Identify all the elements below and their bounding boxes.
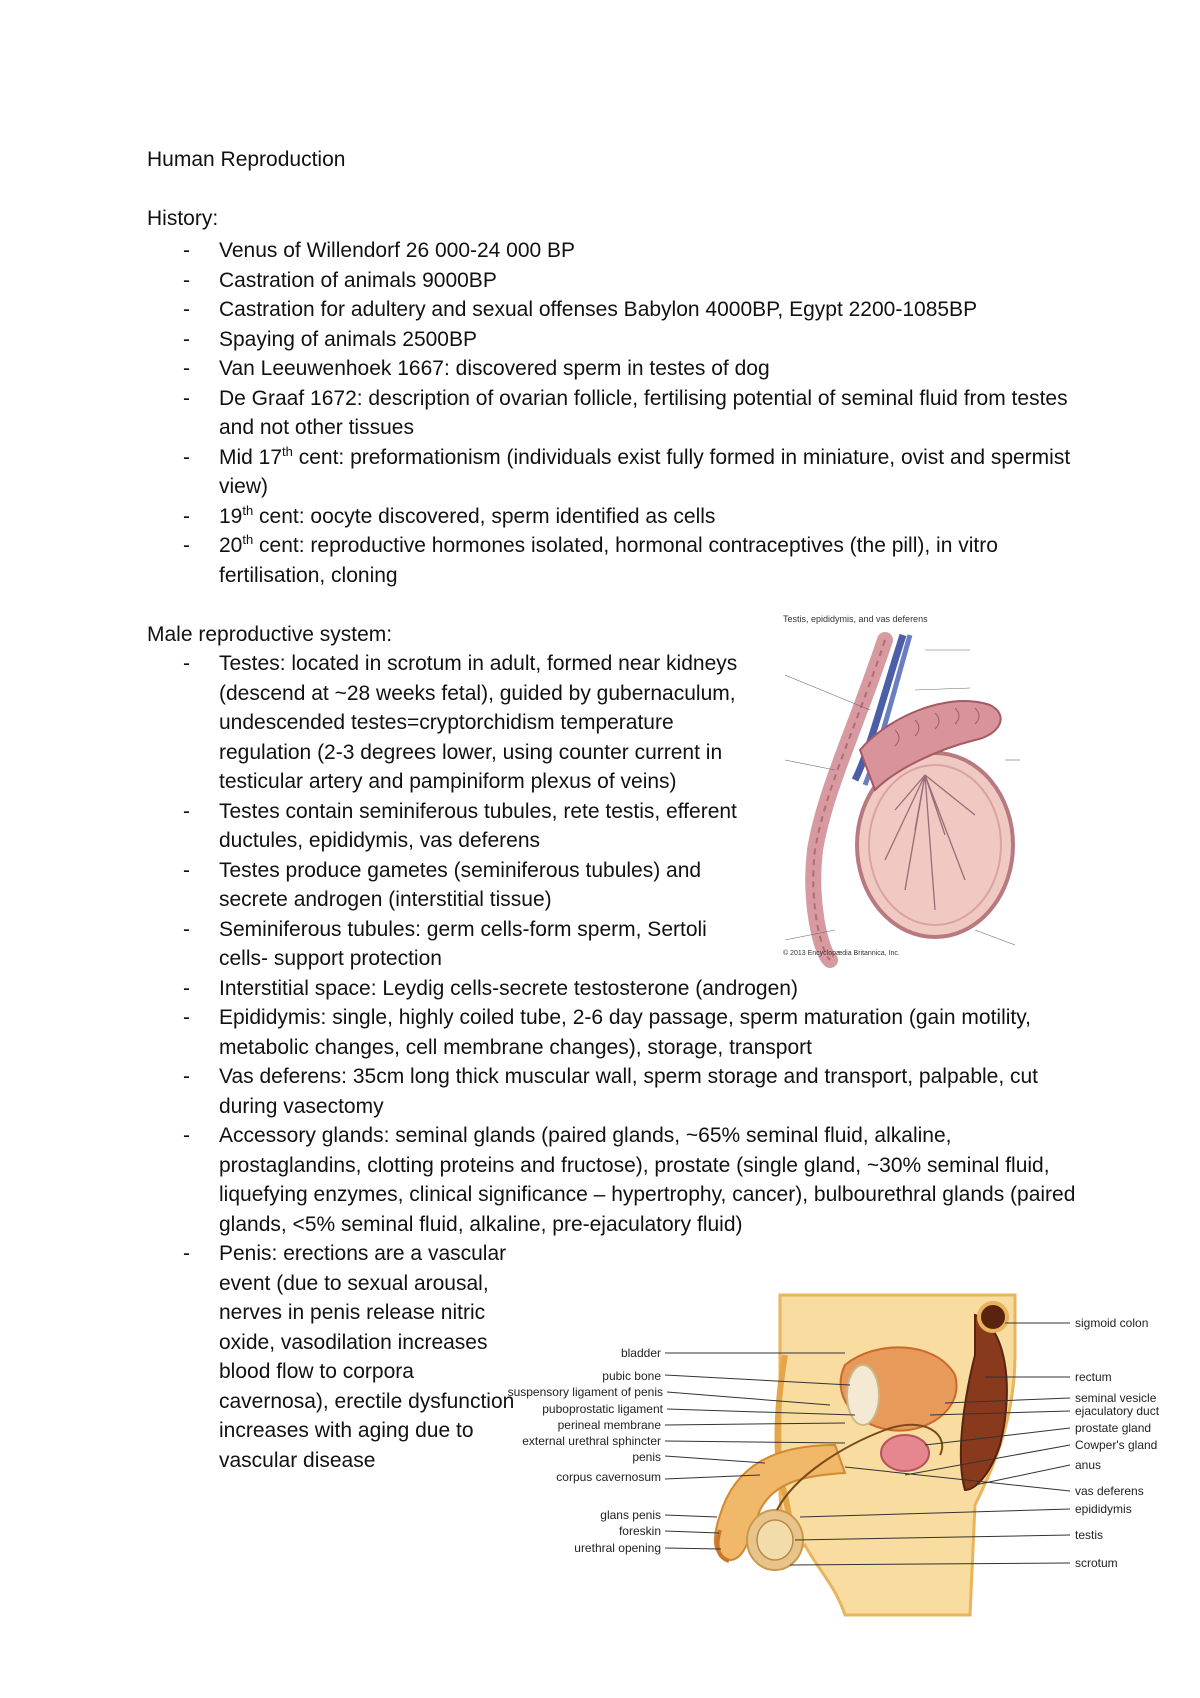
- list-item: - Testes: located in scrotum in adult, formed near kidneys (descend at ~28 weeks fetal), guided by gubernaculum, undescended testes=cryptorchidism temperature regulation (2-3 degrees lower, using counter current in testicular artery and pampiniform plexus of veins): [181, 649, 739, 797]
- list-item: - Testes contain seminiferous tubules, rete testis, efferent ductules, epididymis, vas deferens: [181, 797, 739, 856]
- label-right: ejaculatory duct: [1075, 1404, 1160, 1418]
- label-left: corpus cavernosum: [556, 1470, 661, 1484]
- label-left: foreskin: [618, 1524, 661, 1538]
- list-item: - Penis: erections are a vascular event (due to sexual arousal, nerves in penis release nitric oxide, vasodilation increases blood flow to corpora cavernosa), erectile dysfunction increases with aging due to vascular disease: [181, 1239, 519, 1475]
- label-right: sigmoid colon: [1075, 1316, 1149, 1330]
- label-left: puboprostatic ligament: [542, 1402, 663, 1416]
- list-item: - Testes produce gametes (seminiferous tubules) and secrete androgen (interstitial tissue): [181, 856, 739, 915]
- label-left: penis: [632, 1450, 661, 1464]
- list-item: - Castration for adultery and sexual offenses Babylon 4000BP, Egypt 2200-1085BP: [181, 295, 1081, 325]
- testis-illustration: [775, 610, 1045, 985]
- list-item: - 20th cent: reproductive hormones isolated, hormonal contraceptives (the pill), in vitro fertilisation, cloning: [181, 531, 1081, 590]
- history-list: [181, 236, 1081, 590]
- label-left: external urethral sphincter: [522, 1434, 661, 1448]
- label-left: pubic bone: [602, 1369, 661, 1383]
- label-right: testis: [1075, 1528, 1104, 1542]
- label-left: bladder: [620, 1346, 661, 1360]
- label-right: epididymis: [1075, 1502, 1132, 1516]
- label-right: prostate gland: [1075, 1421, 1152, 1435]
- label-right: anus: [1075, 1458, 1102, 1472]
- list-item: - Seminiferous tubules: germ cells-form sperm, Sertoli cells- support protection: [181, 915, 739, 974]
- page-title: Human Reproduction: [147, 148, 346, 171]
- history-heading: History:: [147, 207, 219, 230]
- list-item: - Mid 17th cent: preformationism (individuals exist fully formed in miniature, ovist and spermist view): [181, 443, 1081, 502]
- list-item: - Interstitial space: Leydig cells-secrete testosterone (androgen): [181, 974, 1081, 1004]
- label-left: urethral opening: [574, 1541, 661, 1555]
- figure-copyright: © 2013 Encyclopædia Britannica, Inc.: [783, 950, 900, 957]
- list-item: - Venus of Willendorf 26 000-24 000 BP: [181, 236, 1081, 266]
- list-item: - Accessory glands: seminal glands (paired glands, ~65% seminal fluid, alkaline, prostaglandins, clotting proteins and fructose), prostate (single gland, ~30% seminal fluid, liquefying enzymes, clinical significance – hypertrophy, cancer), bulbourethral glands (paired glands, <5% seminal fluid, alkaline, pre-ejaculatory fluid): [181, 1121, 1081, 1239]
- figure-title: Testis, epididymis, and vas deferens: [783, 614, 928, 624]
- label-left: perineal membrane: [557, 1418, 661, 1432]
- label-right: scrotum: [1075, 1556, 1118, 1570]
- male-heading: Male reproductive system:: [147, 623, 393, 646]
- list-item: - Epididymis: single, highly coiled tube, 2-6 day passage, sperm maturation (gain motility, metabolic changes, cell membrane changes), storage, transport: [181, 1003, 1081, 1062]
- list-item: - 19th cent: oocyte discovered, sperm identified as cells: [181, 502, 1081, 532]
- list-item: - De Graaf 1672: description of ovarian follicle, fertilising potential of seminal fluid from testes and not other tissues: [181, 384, 1081, 443]
- label-right: vas deferens: [1075, 1484, 1144, 1498]
- list-item: - Van Leeuwenhoek 1667: discovered sperm in testes of dog: [181, 354, 1081, 384]
- label-left: glans penis: [600, 1508, 661, 1522]
- label-left: suspensory ligament of penis: [507, 1385, 663, 1399]
- list-item: - Spaying of animals 2500BP: [181, 325, 1081, 355]
- pelvis-illustration: [507, 1295, 1175, 1615]
- list-item: - Castration of animals 9000BP: [181, 266, 1081, 296]
- label-right: Cowper's gland: [1075, 1438, 1158, 1452]
- label-right: seminal vesicle: [1075, 1391, 1157, 1405]
- label-right: rectum: [1075, 1370, 1112, 1384]
- list-item: - Vas deferens: 35cm long thick muscular wall, sperm storage and transport, palpable, cut during vasectomy: [181, 1062, 1081, 1121]
